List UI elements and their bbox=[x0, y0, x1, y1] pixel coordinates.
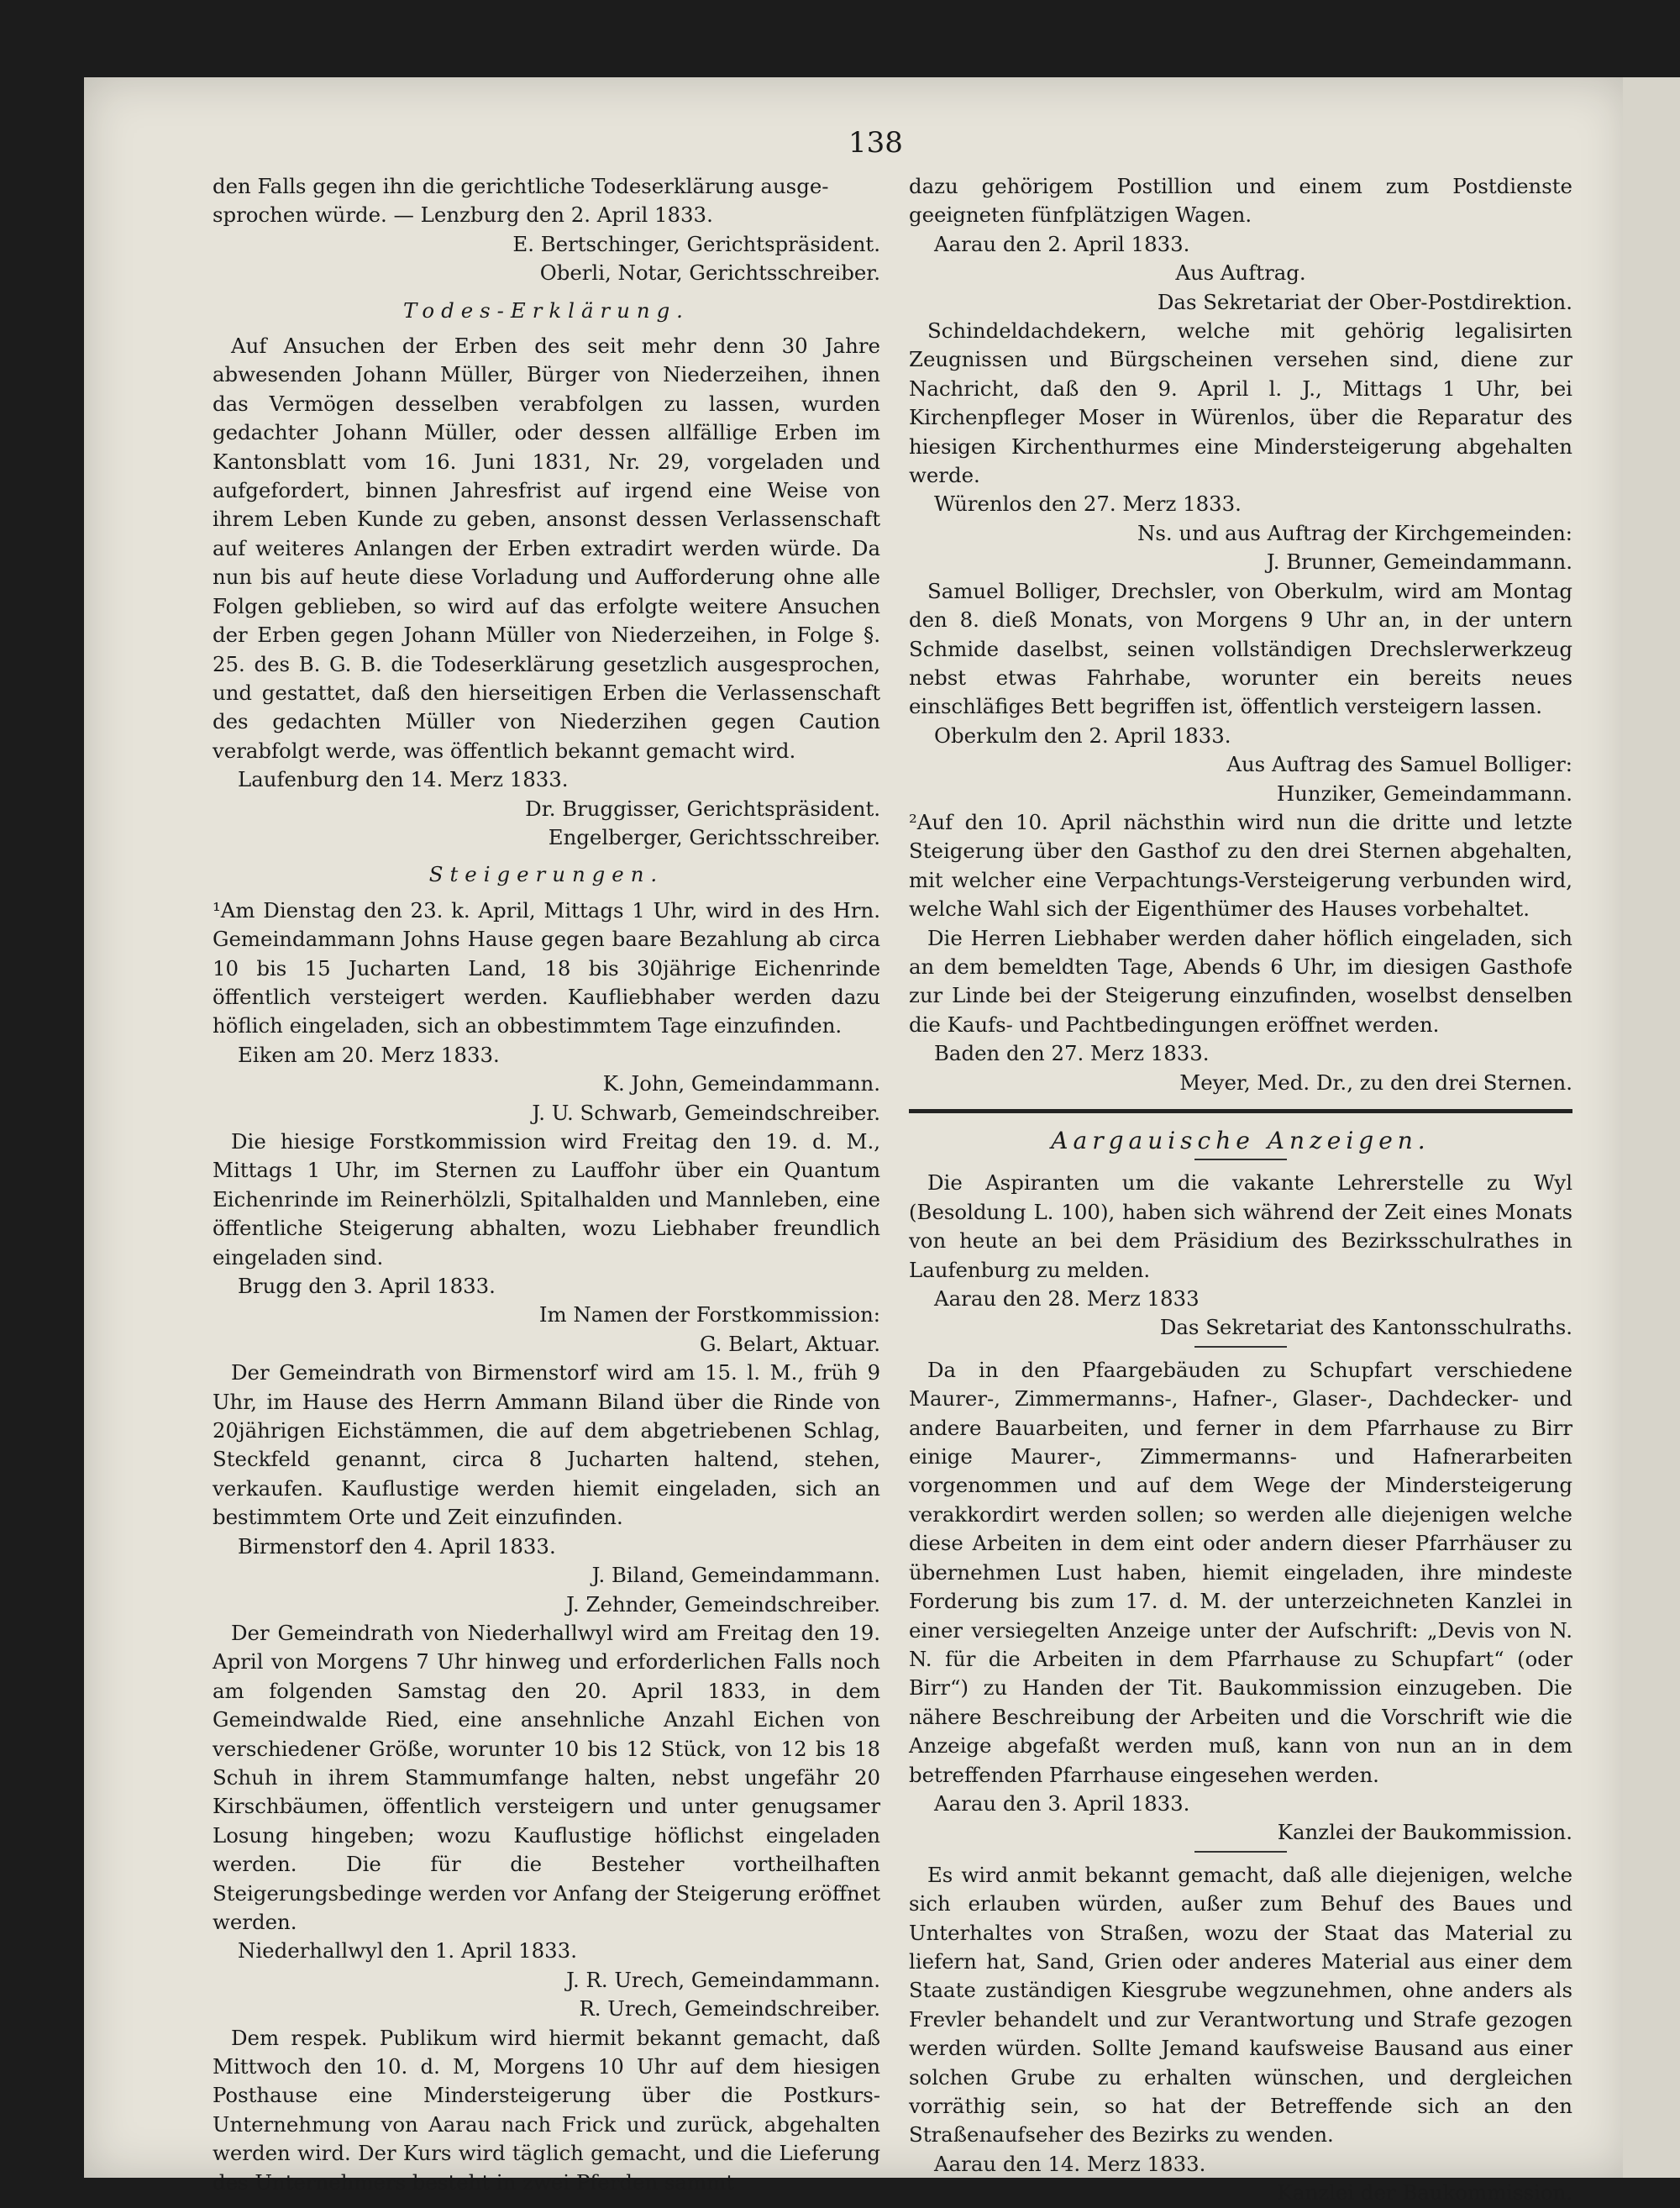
notice-schupfart-date: Aarau den 3. April 1833. bbox=[934, 1790, 1190, 1816]
notice-baden-body: ²Auf den 10. April nächsthin wird nun die dritte und letzte Steigerung über den Gasthof zu den drei Sternen abgehalten, mit welcher eine Verpachtungs-Versteigerung verbunden wird, welche Wahl sich der Eigenthümer des Hauses vorbehaltet. bbox=[909, 809, 1572, 922]
notice-kiesgrube-body: Es wird anmit bekannt gemacht, daß alle diejenigen, welche sich erlauben würden, außer zum Behuf des Baues und Unterhaltes von Straßen, wozu der Staat das Material zu liefern hat, Sand, Grien oder anderes Material aus einer dem Staate zuständigen Kiesgrube wegzunehmen, ohne anders als Frevler behandelt und zur Verantwortung und Strafe gezogen werden würden. Sollte Jemand kaufsweise Bausand aus einer solchen Grube zu erhalten wünschen, und dergleichen vorräthig sein, so hat der Betreffende sich an den Straßenaufseher des Bezirks zu wenden. bbox=[909, 1862, 1572, 2148]
intro-line-1: den Falls gegen ihn die gerichtliche Todeserklärung ausge- bbox=[213, 174, 829, 198]
notice-brugg-body: Die hiesige Forstkommission wird Freitag den 19. d. M., Mittags 1 Uhr, im Sternen zu Lauffohr über ein Quantum Eichenrinde im Reinerhölzli, Spitalhalden und Mannleben, eine öffentliche Steigerung abhalten, wozu Liebhaber freundlich eingeladen sind. bbox=[213, 1129, 880, 1270]
notice-brugg-date: Brugg den 3. April 1833. bbox=[238, 1274, 496, 1299]
notice-baden-date: Baden den 27. Merz 1833. bbox=[934, 1041, 1210, 1066]
adjacent-page-edge bbox=[1623, 77, 1680, 2178]
notice-birmenstorf-date: Birmenstorf den 4. April 1833. bbox=[238, 1533, 556, 1559]
notice-wuerenlos-body: Schindeldachdekern, welche mit gehörig legalisirten Zeugnissen und Bürgscheinen versehen sind, diene zur Nachricht, daß den 9. April l. J., Mittags 1 Uhr, bei Kirchenpfleger Moser in Würenlos, über die Reparatur des hiesigen Kirchenthurmes eine Mindersteigerung abgehalten werde. bbox=[909, 318, 1572, 488]
notice-separator-2 bbox=[1194, 1851, 1287, 1853]
notice-oberkulm-body: Samuel Bolliger, Drechsler, von Oberkulm, wird am Montag den 8. dieß Monats, von Morgens 9 Uhr an, in der untern Schmide daselbst, seinen vollständigen Drechslerwerkzeug nebst etwas Fahrhabe, worunter ein bereits neues einschläfiges Bett begriffen ist, öffentlich versteigern lassen. bbox=[909, 578, 1572, 719]
notice-schupfart-body: Da in den Pfaargebäuden zu Schupfart verschiedene Maurer-, Zimmermanns-, Hafner-, Glaser-, Dachdecker- und andere Bauarbeiten, und ferner in dem Pfarrhause zu Birr einige Maurer-, Zimmermanns- und Hafnerarbeiten vorgenommen und auf dem Wege der Mindersteigerung verakkordirt werden sollen; so werden alle diejenigen welche diese Arbeiten in dem eint oder andern dieser Pfarrhäuser zu übernehmen Lust haben, hiemit eingeladen, ihre mindeste Forderung bis zum 17. d. M. der unterzeichneten Kanzlei in einer versiegelten Anzeige unter der Aufschrift: „Devis von N. N. für die Arbeiten in dem Pfarrhause zu Schupfart“ (oder Birr“) zu Handen der Tit. Baukommission einzugeben. Die nähere Beschreibung der Arbeiten und die Vorschrift wie die Anzeige abgefaßt werden muß, kann von nun an in dem betreffenden Pfarrhause eingesehen werden. bbox=[909, 1357, 1572, 1787]
notice-separator-1 bbox=[1194, 1346, 1287, 1348]
section-divider-rule bbox=[909, 1109, 1572, 1113]
notice-wyl-date: Aarau den 28. Merz 1833 bbox=[934, 1286, 1200, 1312]
notice-brugg-signature-2: G. Belart, Aktuar. bbox=[700, 1331, 880, 1356]
heading-underline bbox=[1194, 1159, 1287, 1160]
notice-kiesgrube-date: Aarau den 14. Merz 1833. bbox=[934, 2151, 1206, 2176]
notice-kiesgrube-signature: Kanzlei der Baukommission. bbox=[1277, 2180, 1572, 2205]
todes-date: Laufenburg den 14. Merz 1833. bbox=[238, 767, 569, 792]
intro-signature-1: E. Bertschinger, Gerichtspräsident. bbox=[512, 231, 880, 256]
notice-niederhallwyl-body: Der Gemeindrath von Niederhallwyl wird am Freitag den 19. April von Morgens 7 Uhr hinweg und erforderlichen Falls noch am folgenden Samstag den 20. April 1833, in dem Gemeindwalde Ried, eine ansehnliche Anzahl Eichen von verschiedener Größe, worunter 10 bis 12 Stück, von 12 bis 18 Schuh in ihrem Stammumfange halten, nebst ungefähr 20 Kirschbäumen, öffentlich versteigern und unter genugsamer Losung hingeben; wozu Kauflustige höflichst eingeladen werden. Die für die Besteher vortheilhaften Steigerungsbedinge werden vor Anfang der Steigerung eröffnet werden. bbox=[213, 1620, 880, 1934]
notice-postkurs-signature-2: Das Sekretariat der Ober-Postdirektion. bbox=[1157, 289, 1572, 314]
section-heading-aargauische-anzeigen: Aargauische Anzeigen. bbox=[1051, 1127, 1431, 1154]
notice-niederhallwyl-signature-2: R. Urech, Gemeindschreiber. bbox=[579, 1996, 880, 2021]
left-column bbox=[213, 172, 880, 2197]
notice-postkurs-body: Dem respek. Publikum wird hiermit bekannt gemacht, daß Mittwoch den 10. d. M, Morgens 10 Uhr auf dem hiesigen Posthause eine Mindersteigerung über die Postkurs-Unternehmung von Aarau nach Frick und zurück, abgehalten werden wird. Der Kurs wird täglich gemacht, und die Lieferung des Unternehmers besteht in zwei Pferden sammt bbox=[213, 2025, 880, 2195]
todes-signature-2: Engelberger, Gerichtsschreiber. bbox=[548, 824, 880, 849]
notice-birmenstorf-signature-2: J. Zehnder, Gemeindschreiber. bbox=[566, 1591, 880, 1617]
todes-body: Auf Ansuchen der Erben des seit mehr denn 30 Jahre abwesenden Johann Müller, Bürger von Niederzeihen, ihnen das Vermögen desselben verabfolgen zu lassen, wurden gedachter Johann Müller, oder dessen allfällige Erben im Kantonsblatt vom 16. Juni 1831, Nr. 29, vorgeladen und aufgefordert, binnen Jahresfrist auf irgend eine Weise von ihrem Leben Kunde zu geben, ansonst dessen Verlassenschaft auf weiteres Anlangen der Erben extradirt werden würde. Da nun bis auf heute diese Vorladung und Aufforderung ohne alle Folgen geblieben, so wird auf das erfolgte weitere Ansuchen der Erben gegen Johann Müller von Niederzeihen, in Folge §. 25. des B. G. B. die Todeserklärung gesetzlich ausgesprochen, und gestattet, daß den hierseitigen Erben die Verlassenschaft des gedachten Müller von Niederzihen gegen Caution verabfolgt werde, was öffentlich bekannt gemacht wird. bbox=[213, 334, 880, 763]
todes-signature-1: Dr. Bruggisser, Gerichtspräsident. bbox=[525, 796, 880, 821]
notice-wyl-body: Die Aspiranten um die vakante Lehrerstelle zu Wyl (Besoldung L. 100), haben sich während der Zeit eines Monats von heute an bei dem Präsidium des Bezirksschulrathes in Laufenburg zu melden. bbox=[909, 1170, 1572, 1282]
notice-oberkulm-signature-1: Aus Auftrag des Samuel Bolliger: bbox=[1226, 752, 1572, 777]
notice-oberkulm-date: Oberkulm den 2. April 1833. bbox=[934, 723, 1231, 748]
notice-postkurs-continued: dazu gehörigem Postillion und einem zum Postdienste geeigneten fünfplätzigen Wagen. bbox=[909, 174, 1572, 228]
notice-eiken-signature-2: J. U. Schwarb, Gemeindschreiber. bbox=[532, 1100, 880, 1125]
notice-wyl-signature: Das Sekretariat des Kantonsschulraths. bbox=[1159, 1315, 1572, 1340]
intro-line-2: sprochen würde. — Lenzburg den 2. April 1833. bbox=[213, 202, 713, 228]
notice-postkurs-signature-1: Aus Auftrag. bbox=[1175, 260, 1306, 286]
notice-wuerenlos-date: Würenlos den 27. Merz 1833. bbox=[934, 492, 1242, 517]
right-column bbox=[909, 172, 1572, 2208]
notice-eiken-signature-1: K. John, Gemeindammann. bbox=[602, 1071, 880, 1096]
intro-signature-2: Oberli, Notar, Gerichtsschreiber. bbox=[539, 260, 880, 286]
notice-birmenstorf-body: Der Gemeindrath von Birmenstorf wird am 15. l. M., früh 9 Uhr, im Hause des Herrn Ammann Biland über die Rinde von 20jährigen Eichstämmen, die auf dem abgetriebenen Schlag, Steckfeld genannt, circa 8 Jucharten haltend, stehen, verkaufen. Kauflustige werden hiemit eingeladen, sich an bestimmtem Orte und Zeit einzufinden. bbox=[213, 1360, 880, 1530]
section-heading-steigerungen: Steigerungen. bbox=[428, 862, 664, 887]
notice-birmenstorf-signature-1: J. Biland, Gemeindammann. bbox=[591, 1563, 880, 1588]
notice-niederhallwyl-date: Niederhallwyl den 1. April 1833. bbox=[238, 1938, 577, 1964]
notice-baden-signature: Meyer, Med. Dr., zu den drei Sternen. bbox=[1179, 1070, 1572, 1095]
notice-brugg-signature-1: Im Namen der Forstkommission: bbox=[538, 1302, 880, 1327]
notice-oberkulm-signature-2: Hunziker, Gemeindammann. bbox=[1276, 781, 1572, 806]
notice-wuerenlos-signature-2: J. Brunner, Gemeindammann. bbox=[1266, 549, 1572, 575]
section-heading-todes: Todes-Erklärung. bbox=[403, 297, 690, 323]
page-number: 138 bbox=[848, 126, 903, 160]
notice-schupfart-signature: Kanzlei der Baukommission. bbox=[1277, 1820, 1572, 1845]
notice-eiken-date: Eiken am 20. Merz 1833. bbox=[238, 1042, 500, 1067]
notice-eiken-body: ¹Am Dienstag den 23. k. April, Mittags 1 Uhr, wird in des Hrn. Gemeindammann Johns Hause gegen baare Bezahlung ab circa 10 bis 15 Jucharten Land, 18 bis 30jährige Eichenrinde öffentlich versteigert werden. Kaufliebhaber werden dazu höflich eingeladen, sich an obbestimmtem Tage einzufinden. bbox=[213, 897, 880, 1038]
notice-postkurs-date: Aarau den 2. April 1833. bbox=[934, 231, 1190, 256]
notice-wuerenlos-signature-1: Ns. und aus Auftrag der Kirchgemeinden: bbox=[1137, 520, 1572, 545]
notice-niederhallwyl-signature-1: J. R. Urech, Gemeindammann. bbox=[566, 1967, 880, 1992]
notice-baden-body-2: Die Herren Liebhaber werden daher höflich eingeladen, sich an dem bemeldten Tage, Abends 6 Uhr, im diesigen Gasthofe zur Linde bei der Steigerung einzufinden, woselbst denselben die Kaufs- und Pachtbedingungen eröffnet werden. bbox=[909, 925, 1572, 1037]
